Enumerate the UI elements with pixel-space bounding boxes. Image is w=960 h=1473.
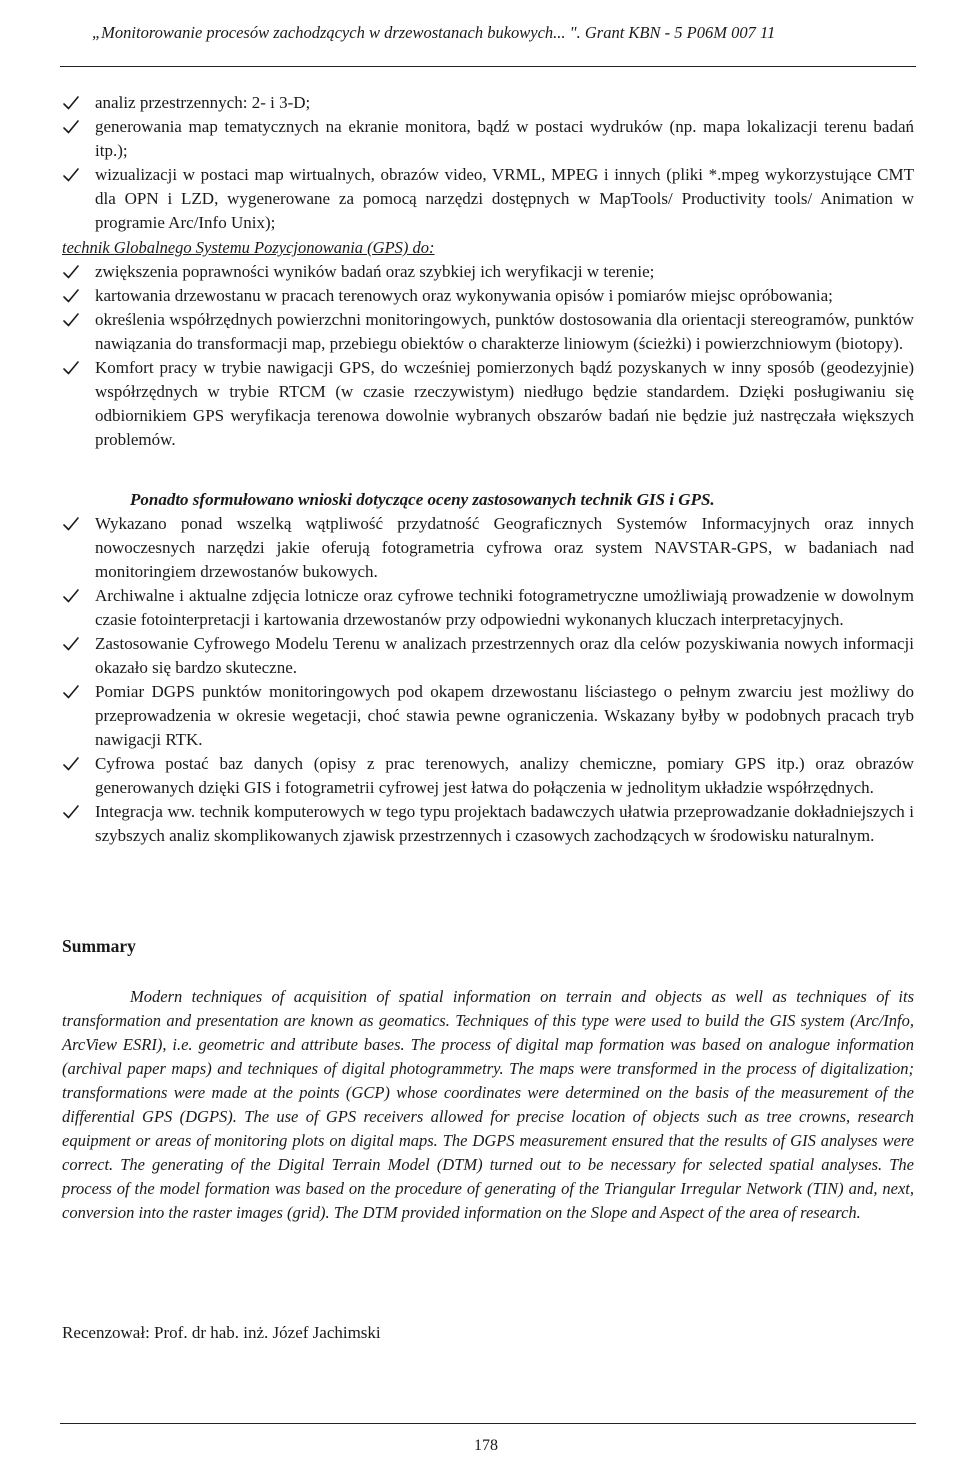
checkmark-icon [62,115,86,139]
list-item: określenia współrzędnych powierzchni monitoringowych, punktów dostosowania dla orientacji stereogramów, punktów nawiązania do transformacji map, przebiegu obiektów o charakterze liniowym (ścieżki) i powierzchniowym (biotopy). [62,308,914,356]
checkmark-icon [62,284,86,308]
reviewer-line: Recenzował: Prof. dr hab. inż. Józef Jachimski [62,1323,381,1342]
list-top [62,91,914,235]
list-item: Wykazano ponad wszelką wątpliwość przydatność Geograficznych Systemów Informacyjnych oraz innych nowoczesnych narzędzi jakie oferują fotogrametria cyfrowa oraz system NAVSTAR-GPS, w badaniach nad monitoringiem drzewostanów bukowych. [62,512,914,584]
checkmark-icon [62,512,86,536]
summary-heading: Summary [62,936,136,956]
gps-subheading: technik Globalnego Systemu Pozycjonowania (GPS) do: [62,238,435,257]
list-item: Komfort pracy w trybie nawigacji GPS, do wcześniej pomierzonych bądź pozyskanych w inny sposób (geodezyjnie) współrzędnych w trybie RTCM (w czasie rzeczywistym) niedługo będzie standardem. Dzięki posługiwaniu się odbiornikiem GPS weryfikacja terenowa dowolnie wybranych obszarów badań nie będzie już nastręczała większych problemów. [62,356,914,452]
list-conclusions [62,512,914,848]
list-gps [62,260,914,452]
list-item: Integracja ww. technik komputerowych w tego typu projektach badawczych ułatwia przeprowadzanie dokładniejszych i szybszych analiz skomplikowanych zjawisk przestrzennych i czasowych zachodzących w środowisku naturalnym. [62,800,914,848]
list-item: Zastosowanie Cyfrowego Modelu Terenu w analizach przestrzennych oraz dla celów pozyskiwania nowych informacji okazało się bardzo skuteczne. [62,632,914,680]
footer-rule [60,1423,916,1424]
page-number: 178 [474,1437,498,1454]
checkmark-icon [62,752,86,776]
checkmark-icon [62,308,86,332]
checkmark-icon [62,632,86,656]
list-item: Cyfrowa postać baz danych (opisy z prac terenowych, analizy chemiczne, pomiary GPS itp.) oraz obrazów generowanych dzięki GIS i fotogrametrii cyfrowej jest łatwa do połączenia w jednolitym układzie współrzędnych. [62,752,914,800]
checkmark-icon [62,584,86,608]
list-item: generowania map tematycznych na ekranie monitora, bądź w postaci wydruków (np. mapa lokalizacji terenu badań itp.); [62,115,914,163]
list-item: analiz przestrzennych: 2- i 3-D; [62,91,914,115]
checkmark-icon [62,800,86,824]
checkmark-icon [62,260,86,284]
checkmark-icon [62,356,86,380]
list-item: wizualizacji w postaci map wirtualnych, obrazów video, VRML, MPEG i innych (pliki *.mpeg wykorzystujące CMT dla OPN i LZD, wygenerowane za pomocą narzędzi dostępnych w MapTools/ Productivity tools/ Animation w programie Arc/Info Unix); [62,163,914,235]
checkmark-icon [62,91,86,115]
conclusions-heading: Ponadto sformułowano wnioski dotyczące oceny zastosowanych technik GIS i GPS. [130,490,715,509]
list-item: kartowania drzewostanu w pracach terenowych oraz wykonywania opisów i pomiarów miejsc opróbowania; [62,284,914,308]
list-item: Pomiar DGPS punktów monitoringowych pod okapem drzewostanu liściastego o pełnym zwarciu jest możliwy do przeprowadzenia w okresie wegetacji, choć stawia pewne ograniczenia. Wskazany byłby w podobnych pracach tryb nawigacji RTK. [62,680,914,752]
summary-text: Modern techniques of acquisition of spatial information on terrain and objects as well as techniques of its transformation and presentation are known as geomatics. Techniques of this type were used to build the GIS system (Arc/Info, ArcView ESRI), i.e. geometric and attribute bases. The process of digital map formation was based on analogue information (archival paper maps) and techniques of digital photogrammetry. The maps were transformed in the process of digitalization; transformations were made at the points (GCP) whose coordinates were determined on the basis of the measurement of the differential GPS (DGPS). The use of GPS receivers allowed for precise location of objects such as tree crowns, research equipment or areas of monitoring plots on digital maps. The DGPS measurement ensured that the results of GIS analyses were correct. The generating of the Digital Terrain Model (DTM) turned out to be necessary for selected spatial analyses. The process of the model formation was based on the procedure of generating of the Triangular Irregular Network (TIN) and, next, conversion into the raster images (grid). The DTM provided information on the Slope and Aspect of the area of research. [62,987,914,1222]
header-rule [60,66,916,67]
list-item: zwiększenia poprawności wyników badań oraz szybkiej ich weryfikacji w terenie; [62,260,914,284]
list-item: Archiwalne i aktualne zdjęcia lotnicze oraz cyfrowe techniki fotogrametryczne umożliwiają prowadzenie w dowolnym czasie fotointerpretacji i kartowania drzewostanów przy odpowiedni wykonanych kluczach interpretacyjnych. [62,584,914,632]
checkmark-icon [62,163,86,187]
checkmark-icon [62,680,86,704]
running-header: „Monitorowanie procesów zachodzących w drzewostanach bukowych... ". Grant KBN - 5 P06M 007 11 [92,23,776,42]
